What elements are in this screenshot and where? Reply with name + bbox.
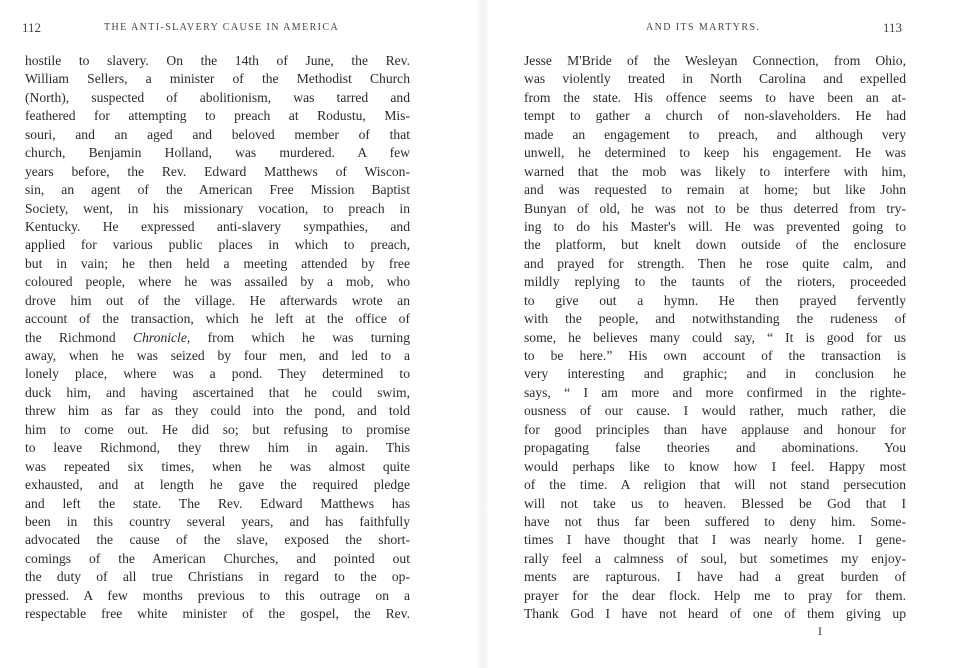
right-page-text-line [524,255,906,273]
right-page-text-line [524,384,906,402]
right-page-line-text: the platform, but knelt down outside of the enclosure [524,237,906,253]
left-page-text-line [25,181,410,199]
page-number-left: 112 [22,20,42,35]
right-page-line-text: of the time. A religion that will not stand persecution [524,477,906,493]
left-page-line-text: coloured people, where he was assailed by a mob, who [25,274,410,290]
left-page-text-line [25,605,410,623]
left-page-text-line [25,107,410,125]
left-page-text-line [25,568,410,586]
left-page-text [25,52,410,624]
right-page-line-text: ing to do his Master's will. He was prevented going to [524,218,906,234]
signature-mark: I [818,624,822,638]
left-page-text-line [25,163,410,181]
left-page-text-line [25,144,410,162]
left-page-text-line [25,89,410,107]
left-page-text-line [25,513,410,531]
right-page-line-text: and was requested to remain at home; but like John [524,182,906,198]
right-page-text-line [524,89,906,107]
left-page-line-text: lonely place, where was a pond. They determined to [25,366,410,382]
left-page-text-line [25,587,410,605]
right-page-line-text: ments are rapturous. I have had a great burden of [524,569,906,585]
left-page-text-line [25,402,410,420]
left-page-line-text: but in vain; he then held a meeting attended by free [25,255,410,271]
right-page-line-text: unwell, he determined to keep his engagement. He was [524,145,906,161]
right-page-text-line [524,273,906,291]
left-page-line-text: advocated the cause of the slave, exposed the short- [25,532,410,548]
right-page-line-text: propagating false theories and abominations. You [524,440,906,456]
right-page-line-text: ousness of our cause. I would rather, much rather, die [524,403,906,419]
right-page-line-text: from the state. His offence seems to have been an at- [524,89,906,105]
left-page-text-line [25,273,410,291]
left-page-text-line [25,70,410,88]
right-page-text-line [524,347,906,365]
right-page-text-line [524,310,906,328]
right-page-text-line [524,531,906,549]
right-page-text-line [524,458,906,476]
right-page-line-text: tempt to gather a church of non-slaveholders. He had [524,108,906,124]
left-page-line-text: drove him out of the village. He afterwards wrote an [25,292,410,308]
left-page-line-text: the Richmond Chronicle, from which he was turning [25,329,411,345]
right-page [500,0,980,668]
right-page-text-line [524,126,906,144]
right-page-text-line [524,292,906,310]
left-page-line-text: him to come out. He did so; but refusing to promise [25,421,410,437]
left-page-line-text: years before, the Rev. Edward Matthews of Wiscon- [25,163,410,179]
left-page-text-line [25,495,410,513]
right-page-line-text: for good principles than have applause and honour for [524,421,906,437]
left-page-line-text: and left the state. The Rev. Edward Matthews has [25,495,410,511]
left-page-line-text: applied for various public places in which to preach, [25,237,410,253]
right-page-text-line [524,163,906,181]
right-page-line-text: rally feel a calmness of soul, but sometimes my enjoy- [524,550,906,566]
right-page-line-text: and prayed for strength. Then he rose quite calm, and [524,255,906,271]
left-page [0,0,460,668]
right-page-text-line [524,200,906,218]
right-page-line-text: to be here.” His own account of the transaction is [524,348,906,363]
left-page-text-line [25,550,410,568]
left-page-line-text: been in this country several years, and has faithfully [25,513,410,529]
book-gutter [476,0,490,668]
left-page-line-text: hostile to slavery. On the 14th of June, the Rev. [25,53,410,68]
left-page-line-text: duck him, and having ascertained that he could swim, [25,384,410,400]
right-page-text-line [524,513,906,531]
left-page-text-line [25,236,410,254]
left-page-text-line [25,347,410,365]
right-page-text-line [524,144,906,162]
left-page-line-text: away, when he was seized by four men, and led to a [25,348,410,363]
right-page-text-line [524,52,906,70]
left-page-line-text: souri, and an aged and beloved member of that [25,126,410,142]
left-page-text-line [25,421,410,439]
left-page-line-text: was repeated six times, when he was almost quite [25,458,410,474]
right-page-line-text: mildly replying to the taunts of the rioters, proceeded [524,274,906,290]
right-page-line-text: warned that the mob was likely to interfere with him, [524,163,906,179]
right-page-line-text: have not thus far been suffered to deny him. Some- [524,513,906,529]
left-page-line-text: account of the transaction, which he left at the office of [25,311,410,327]
left-page-text-line [25,292,410,310]
right-page-text-line [524,218,906,236]
right-page-line-text: says, “ I am more and more confirmed in the righte- [524,384,906,400]
right-page-line-text: times I have thought that I was nearly home. I gene- [524,532,906,548]
right-page-line-text: Thank God I have not heard of one of them giving up [524,606,906,622]
left-page-line-text: threw him as far as they could into the pond, and told [25,403,410,419]
right-page-text-line [524,568,906,586]
left-page-text-line [25,531,410,549]
right-page-text-line [524,439,906,457]
left-page-text-line [25,439,410,457]
left-page-line-text: sin, an agent of the American Free Mission Baptist [25,182,410,198]
left-page-line-text: comings of the American Churches, and pointed out [25,550,410,566]
left-page-line-text: exhausted, and at length he gave the required pledge [25,477,410,493]
right-page-text-line [524,476,906,494]
left-page-text-line [25,310,410,328]
right-page-text-line [524,550,906,568]
right-page-line-text: made an engagement to preach, and although very [524,126,906,142]
right-page-text-line [524,107,906,125]
left-page-line-text: (North), suspected of abolitionism, was tarred and [25,89,410,105]
left-page-text-line [25,476,410,494]
left-page-text-line [25,458,410,476]
right-page-line-text: would perhaps like to know how I feel. Happy most [524,458,906,474]
right-page-text-line [524,605,906,623]
right-page-text [524,52,906,624]
left-page-text-line [25,384,410,402]
left-page-text-line [25,200,410,218]
running-head-left: THE ANTI-SLAVERY CAUSE IN AMERICA [104,22,340,33]
left-page-text-line [25,218,410,236]
left-page-line-text: Society, went, in his missionary vocation, to preach in [25,200,410,216]
running-head-right: AND ITS MARTYRS. [646,22,761,33]
left-page-text-line [25,52,410,70]
left-page-line-text: pressed. A few months previous to this outrage on a [25,587,410,603]
right-page-text-line [524,421,906,439]
left-page-line-text: to leave Richmond, they threw him in again. This [25,440,410,456]
page-number-right: 113 [883,20,903,35]
left-page-line-text: the duty of all true Christians in regard to the op- [25,569,410,585]
left-page-line-text: feathered for attempting to preach at Rodustu, Mis- [25,108,410,124]
left-page-line-text: William Sellers, a minister of the Methodist Church [25,71,410,87]
right-page-text-line [524,329,906,347]
left-page-line-text: Kentucky. He expressed anti-slavery sympathies, and [25,218,410,234]
right-page-line-text: very interesting and graphic; and in conclusion he [524,366,906,382]
right-page-text-line [524,402,906,420]
right-page-text-line [524,365,906,383]
right-page-line-text: some, he believes many could say, “ It is good for us [524,329,906,345]
right-page-line-text: Jesse M'Bride of the Wesleyan Connection, from Ohio, [524,53,906,68]
left-page-line-text: respectable free white minister of the gospel, the Rev. [25,606,410,622]
right-page-text-line [524,70,906,88]
right-page-line-text: will not take us to heaven. Blessed be God that I [524,495,906,511]
right-page-line-text: to give out a hymn. He then prayed fervently [524,292,906,308]
left-page-text-line [25,329,410,347]
right-page-text-line [524,587,906,605]
left-page-line-text: church, Benjamin Holland, was murdered. A few [25,145,410,161]
right-page-text-line [524,181,906,199]
right-page-text-line [524,495,906,513]
right-page-line-text: with the people, and notwithstanding the rudeness of [524,311,906,327]
left-page-text-line [25,365,410,383]
right-page-text-line [524,236,906,254]
right-page-line-text: was violently treated in North Carolina and expelled [524,71,906,87]
left-page-text-line [25,126,410,144]
right-page-line-text: prayer for the dear flock. Help me to pray for them. [524,587,906,603]
right-page-line-text: Bunyan of old, he was not to be thus deterred from try- [524,200,906,216]
left-page-text-line [25,255,410,273]
